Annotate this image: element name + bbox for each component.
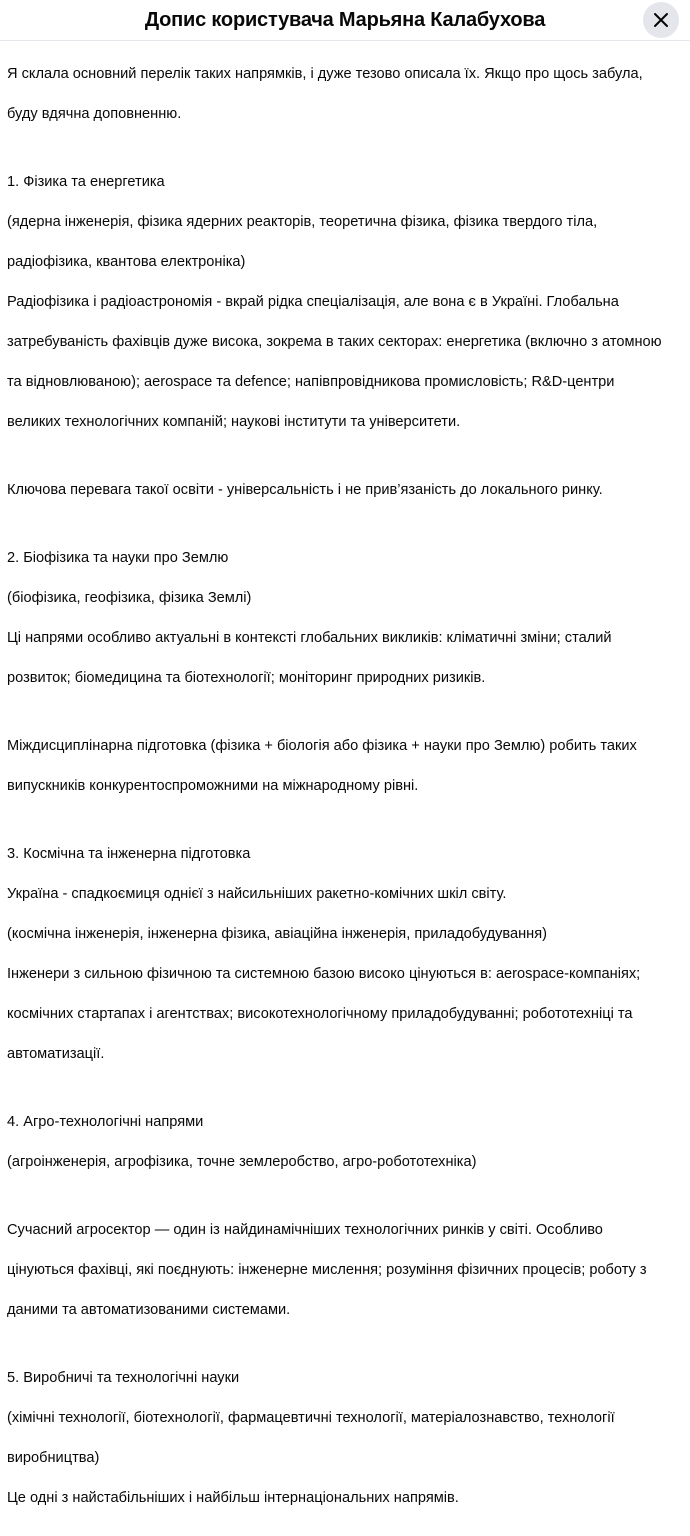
text-line: автоматизації. bbox=[7, 1046, 105, 1062]
text-line: великих технологічних компаній; наукові інститути та університети. bbox=[7, 414, 461, 430]
section-heading: 1. Фізика та енергетика bbox=[7, 174, 165, 190]
dialog-header bbox=[0, 0, 690, 41]
text-line: Інженери з сильною фізичною та системною базою високо цінуються в: aerospace-компаніях; bbox=[7, 966, 641, 982]
text-line: (агроінженерія, агрофізика, точне землеробство, агро-робототехніка) bbox=[7, 1154, 477, 1170]
post-paragraph-section-5 bbox=[7, 1348, 687, 1528]
post-paragraph-section-4 bbox=[7, 1092, 687, 1192]
text-line: (космічна інженерія, інженерна фізика, авіаційна інженерія, приладобудування) bbox=[7, 926, 548, 942]
section-heading: 3. Космічна та інженерна підготовка bbox=[7, 846, 251, 862]
text-line: Ключова перевага такої освіти - універсальність і не прив’язаність до локального ринку. bbox=[7, 482, 603, 498]
section-heading: 4. Агро-технологічні напрями bbox=[7, 1114, 204, 1130]
text-line: буду вдячна доповненню. bbox=[7, 106, 182, 122]
text-line: Міждисциплінарна підготовка (фізика + біологія або фізика + науки про Землю) робить таких bbox=[7, 738, 637, 754]
close-icon bbox=[653, 12, 669, 28]
text-line: (хімічні технології, біотехнології, фармацевтичні технології, матеріалознавство, технології bbox=[7, 1410, 615, 1426]
text-line: розвиток; біомедицина та біотехнології; моніторинг природних ризиків. bbox=[7, 670, 486, 686]
text-line: цінуються фахівці, які поєднують: інженерне мислення; розуміння фізичних процесів; роботу з bbox=[7, 1262, 647, 1278]
text-line: та відновлюваною); aerospace та defence; напівпровідникова промисловість; R&D-центри bbox=[7, 374, 615, 390]
text-line: затребуваність фахівців дуже висока, зокрема в таких секторах: енергетика (включно з атомною bbox=[7, 334, 662, 350]
close-button[interactable] bbox=[643, 2, 679, 38]
post-paragraph-section-3 bbox=[7, 824, 687, 1084]
text-line: Сучасний агросектор — один із найдинамічніших технологічних ринків у світі. Особливо bbox=[7, 1222, 603, 1238]
text-line: Радіофізика і радіоастрономія - вкрай рідка спеціалізація, але вона є в Україні. Глобальна bbox=[7, 294, 619, 310]
text-line: Ці напрями особливо актуальні в контексті глобальних викликів: кліматичні зміни; сталий bbox=[7, 630, 612, 646]
post-paragraph-section-1 bbox=[7, 152, 687, 452]
text-line: випускників конкурентоспроможними на міжнародному рівні. bbox=[7, 778, 419, 794]
text-line: виробництва) bbox=[7, 1450, 100, 1466]
text-line: Я склала основний перелік таких напрямків, і дуже тезово описала їх. Якщо про щось забула, bbox=[7, 66, 643, 82]
text-line: радіофізика, квантова електроніка) bbox=[7, 254, 246, 270]
text-line: (ядерна інженерія, фізика ядерних реакторів, теоретична фізика, фізика твердого тіла, bbox=[7, 214, 598, 230]
text-line: Україна - спадкоємиця однієї з найсильніших ракетно-комічних шкіл світу. bbox=[7, 886, 507, 902]
text-line: даними та автоматизованими системами. bbox=[7, 1302, 291, 1318]
post-paragraph-interdisciplinary bbox=[7, 716, 687, 816]
text-line: Це одні з найстабільніших і найбільш інтернаціональних напрямів. bbox=[7, 1490, 459, 1506]
post-body bbox=[7, 44, 687, 1536]
section-heading: 5. Виробничі та технологічні науки bbox=[7, 1370, 240, 1386]
post-paragraph-agro-sector bbox=[7, 1200, 687, 1340]
section-heading: 2. Біофізика та науки про Землю bbox=[7, 550, 229, 566]
post-paragraph-key-advantage bbox=[7, 460, 687, 520]
text-line: (біофізика, геофізика, фізика Землі) bbox=[7, 590, 252, 606]
text-line: космічних стартапах і агентствах; високотехнологічному приладобудуванні; робототехніці та bbox=[7, 1006, 633, 1022]
dialog-title: Допис користувача Марьяна Калабухова bbox=[144, 9, 546, 31]
post-paragraph-section-2 bbox=[7, 528, 687, 708]
post-paragraph-intro bbox=[7, 44, 687, 144]
